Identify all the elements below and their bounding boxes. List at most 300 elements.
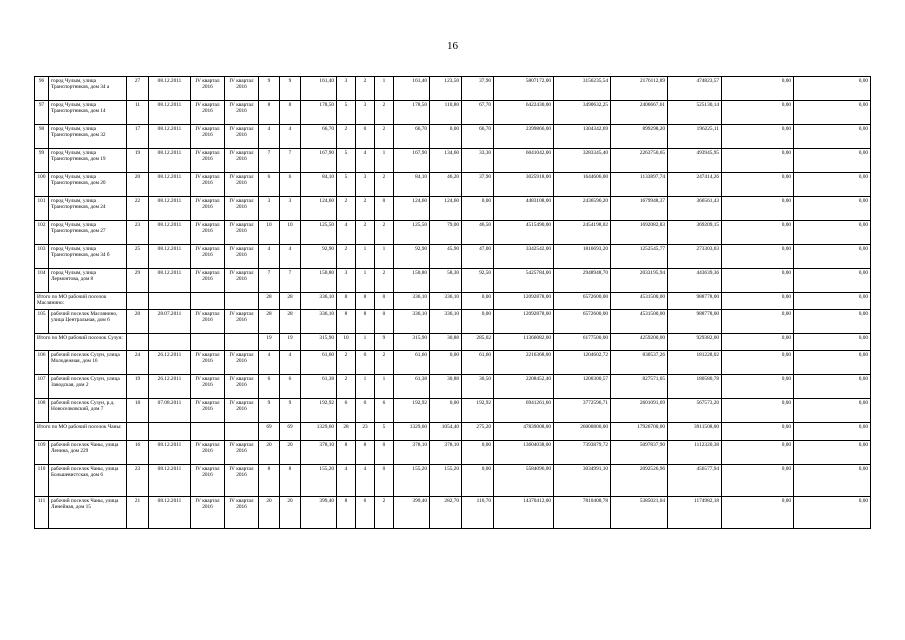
subtotal-label: Итого по МО рабочий поселок Маслянино: <box>35 293 127 310</box>
cell-c20: 0,00 <box>722 351 794 375</box>
cell-c3: 20 <box>127 173 149 197</box>
cell-c10: 8 <box>337 310 356 334</box>
cell-c14: 0,00 <box>430 399 462 423</box>
row-number: 100 <box>35 173 49 197</box>
cell-c20: 0,00 <box>722 173 794 197</box>
cell-c14: 378,10 <box>430 441 462 465</box>
empty-cell <box>127 293 149 310</box>
cell-c8: 6 <box>280 375 301 399</box>
cell-c14: 79,00 <box>430 221 462 245</box>
cell-c17: 7810408,78 <box>554 497 611 529</box>
cell-c8: 10 <box>280 221 301 245</box>
cell-c19: 196225,11 <box>668 125 722 149</box>
cell-c18: 5097837,90 <box>611 441 668 465</box>
cell-c17: 6177500,00 <box>554 334 611 351</box>
cell-c7: 4 <box>259 351 280 375</box>
cell-c10: 28 <box>337 423 356 441</box>
cell-c17: 1816693,20 <box>554 245 611 269</box>
recognition-date: 07.08.2011 <box>149 399 191 423</box>
cell-c7: 4 <box>259 245 280 269</box>
recognition-date: 08.12.2011 <box>149 197 191 221</box>
cell-c17: 26000800,00 <box>554 423 611 441</box>
table-row <box>35 173 871 197</box>
cell-c19: 369209,15 <box>668 221 722 245</box>
cell-c15: 92,50 <box>462 269 494 293</box>
cell-c13: 336,10 <box>394 293 430 310</box>
cell-c14: 0,00 <box>430 351 462 375</box>
house-address: город Чулым, улица Транспортников, дом 20 <box>49 173 127 197</box>
cell-c18: 4531500,00 <box>611 310 668 334</box>
cell-c8: 9 <box>280 399 301 423</box>
planned-demolition-date: IV квартал 2016 <box>225 441 259 465</box>
row-number: 109 <box>35 441 49 465</box>
house-address: город Чулым, улица Транспортников, дом 27 <box>49 221 127 245</box>
cell-c13: 150,80 <box>394 269 430 293</box>
cell-c9: 192,92 <box>301 399 337 423</box>
cell-c11: 0 <box>356 399 375 423</box>
planned-demolition-date: IV квартал 2016 <box>225 497 259 529</box>
cell-c10: 8 <box>337 497 356 529</box>
table-row <box>35 221 871 245</box>
table-row <box>35 245 871 269</box>
cell-c20: 0,00 <box>722 197 794 221</box>
cell-c17: 6572600,00 <box>554 293 611 310</box>
row-number: 96 <box>35 77 49 101</box>
cell-c12: 6 <box>375 399 394 423</box>
cell-c16: 2399866,00 <box>494 125 554 149</box>
planned-resettlement-date: IV квартал 2016 <box>191 197 225 221</box>
cell-c3: 24 <box>127 351 149 375</box>
empty-cell <box>225 293 259 310</box>
cell-c18: 2033195,94 <box>611 269 668 293</box>
cell-c18: 17926700,00 <box>611 423 668 441</box>
table-row <box>35 149 871 173</box>
cell-c15: 0,00 <box>462 197 494 221</box>
cell-c20: 0,00 <box>722 77 794 101</box>
table-row <box>35 101 871 125</box>
cell-c3: 21 <box>127 497 149 529</box>
cell-c9: 336,10 <box>301 310 337 334</box>
cell-c21: 0,00 <box>794 423 871 441</box>
planned-resettlement-date: IV квартал 2016 <box>191 125 225 149</box>
house-address: рабочий поселок Маслянино, улица Центральная, дом 6 <box>49 310 127 334</box>
cell-c10: 2 <box>337 375 356 399</box>
cell-c17: 7393879,72 <box>554 441 611 465</box>
house-address: рабочий поселок Сузун, улица Молодежная, дом 16 <box>49 351 127 375</box>
cell-c16: 6422430,00 <box>494 101 554 125</box>
cell-c13: 167,90 <box>394 149 430 173</box>
cell-c9: 61,60 <box>301 351 337 375</box>
planned-resettlement-date: IV квартал 2016 <box>191 399 225 423</box>
cell-c21: 0,00 <box>794 197 871 221</box>
cell-c12: 2 <box>375 173 394 197</box>
cell-c12: 2 <box>375 125 394 149</box>
cell-c18: 2601091,69 <box>611 399 668 423</box>
row-number: 108 <box>35 399 49 423</box>
cell-c18: 2176112,89 <box>611 77 668 101</box>
cell-c9: 178,50 <box>301 101 337 125</box>
table-row <box>35 465 871 497</box>
house-address: город Чулым, улица Транспортников, дом 34 а <box>49 77 127 101</box>
recognition-date: 08.12.2011 <box>149 149 191 173</box>
table-row <box>35 375 871 399</box>
row-number: 97 <box>35 101 49 125</box>
cell-c19: 180580,78 <box>668 375 722 399</box>
planned-demolition-date: IV квартал 2016 <box>225 197 259 221</box>
recognition-date: 08.12.2011 <box>149 173 191 197</box>
cell-c16: 3342542,00 <box>494 245 554 269</box>
cell-c3: 16 <box>127 441 149 465</box>
cell-c8: 28 <box>280 293 301 310</box>
table-body <box>35 77 871 529</box>
cell-c14: 336,10 <box>430 310 462 334</box>
cell-c11: 3 <box>356 173 375 197</box>
cell-c3: 23 <box>127 465 149 497</box>
house-address: рабочий поселок Чаны, улица Линейная, дом 15 <box>49 497 127 529</box>
cell-c8: 4 <box>280 245 301 269</box>
planned-resettlement-date: IV квартал 2016 <box>191 441 225 465</box>
cell-c11: 0 <box>356 351 375 375</box>
house-address: рабочий поселок Чаны, улица Большевистская, дом 6 <box>49 465 127 497</box>
cell-c8: 28 <box>280 310 301 334</box>
cell-c19: 273303,03 <box>668 245 722 269</box>
cell-c20: 0,00 <box>722 399 794 423</box>
cell-c18: 899298,20 <box>611 125 668 149</box>
cell-c20: 0,00 <box>722 245 794 269</box>
cell-c8: 4 <box>280 125 301 149</box>
cell-c13: 192,92 <box>394 399 430 423</box>
cell-c16: 47839008,00 <box>494 423 554 441</box>
cell-c8: 20 <box>280 441 301 465</box>
cell-c11: 8 <box>356 293 375 310</box>
cell-c7: 7 <box>259 149 280 173</box>
cell-c17: 3490632,25 <box>554 101 611 125</box>
cell-c19: 474823,57 <box>668 77 722 101</box>
cell-c14: 336,10 <box>430 293 462 310</box>
recognition-date: 08.12.2011 <box>149 221 191 245</box>
cell-c19: 988778,00 <box>668 293 722 310</box>
cell-c7: 20 <box>259 497 280 529</box>
planned-resettlement-date: IV квартал 2016 <box>191 221 225 245</box>
cell-c8: 4 <box>280 351 301 375</box>
planned-demolition-date: IV квартал 2016 <box>225 375 259 399</box>
cell-c16: 3025918,00 <box>494 173 554 197</box>
cell-c20: 0,00 <box>722 465 794 497</box>
cell-c16: 5807172,00 <box>494 77 554 101</box>
cell-c13: 92,90 <box>394 245 430 269</box>
cell-c21: 0,00 <box>794 221 871 245</box>
cell-c18: 2092526,96 <box>611 465 668 497</box>
cell-c15: 0,00 <box>462 293 494 310</box>
cell-c17: 1304342,69 <box>554 125 611 149</box>
cell-c7: 7 <box>259 269 280 293</box>
cell-c21: 0,00 <box>794 101 871 125</box>
cell-c13: 61,60 <box>394 351 430 375</box>
cell-c9: 66,70 <box>301 125 337 149</box>
cell-c13: 125,50 <box>394 221 430 245</box>
cell-c9: 1329,60 <box>301 423 337 441</box>
cell-c17: 1644606,00 <box>554 173 611 197</box>
cell-c19: 366561,43 <box>668 197 722 221</box>
cell-c3: 18 <box>127 399 149 423</box>
cell-c14: 30,88 <box>430 334 462 351</box>
cell-c12: 2 <box>375 221 394 245</box>
cell-c11: 1 <box>356 245 375 269</box>
cell-c11: 4 <box>356 149 375 173</box>
table-row <box>35 497 871 529</box>
planned-resettlement-date: IV квартал 2016 <box>191 269 225 293</box>
cell-c10: 5 <box>337 149 356 173</box>
cell-c15: 275,20 <box>462 423 494 441</box>
cell-c11: 1 <box>356 334 375 351</box>
planned-demolition-date: IV квартал 2016 <box>225 399 259 423</box>
house-address: город Чулым, улица Транспортников, дом 32 <box>49 125 127 149</box>
cell-c8: 20 <box>280 497 301 529</box>
table-row <box>35 125 871 149</box>
cell-c21: 0,00 <box>794 465 871 497</box>
cell-c10: 3 <box>337 77 356 101</box>
cell-c16: 12092878,00 <box>494 293 554 310</box>
cell-c15: 46,50 <box>462 221 494 245</box>
recognition-date: 28.07.2011 <box>149 310 191 334</box>
cell-c10: 2 <box>337 351 356 375</box>
planned-demolition-date: IV квартал 2016 <box>225 245 259 269</box>
row-number: 102 <box>35 221 49 245</box>
planned-demolition-date: IV квартал 2016 <box>225 101 259 125</box>
cell-c21: 0,00 <box>794 245 871 269</box>
cell-c15: 47,00 <box>462 245 494 269</box>
cell-c15: 61,60 <box>462 351 494 375</box>
cell-c10: 10 <box>337 334 356 351</box>
cell-c21: 0,00 <box>794 77 871 101</box>
cell-c10: 8 <box>337 441 356 465</box>
cell-c15: 0,00 <box>462 465 494 497</box>
cell-c7: 28 <box>259 293 280 310</box>
cell-c13: 399,40 <box>394 497 430 529</box>
cell-c19: 567573,20 <box>668 399 722 423</box>
recognition-date: 08.12.2011 <box>149 465 191 497</box>
cell-c12: 2 <box>375 351 394 375</box>
cell-c21: 0,00 <box>794 334 871 351</box>
cell-c14: 0,00 <box>430 125 462 149</box>
cell-c18: 830537,26 <box>611 351 668 375</box>
cell-c9: 167,90 <box>301 149 337 173</box>
cell-c21: 0,00 <box>794 497 871 529</box>
table-row <box>35 77 871 101</box>
cell-c7: 69 <box>259 423 280 441</box>
cell-c20: 0,00 <box>722 149 794 173</box>
cell-c8: 8 <box>280 101 301 125</box>
cell-c18: 1692082,83 <box>611 221 668 245</box>
cell-c17: 2454198,02 <box>554 221 611 245</box>
cell-c19: 988778,00 <box>668 310 722 334</box>
cell-c21: 0,00 <box>794 351 871 375</box>
cell-c20: 0,00 <box>722 310 794 334</box>
cell-c16: 2208452,40 <box>494 375 554 399</box>
planned-demolition-date: IV квартал 2016 <box>225 221 259 245</box>
cell-c16: 12092878,00 <box>494 310 554 334</box>
cell-c20: 0,00 <box>722 221 794 245</box>
cell-c18: 4531500,00 <box>611 293 668 310</box>
cell-c20: 0,00 <box>722 497 794 529</box>
cell-c11: 2 <box>356 77 375 101</box>
cell-c20: 0,00 <box>722 269 794 293</box>
cell-c7: 8 <box>259 465 280 497</box>
cell-c21: 0,00 <box>794 293 871 310</box>
cell-c11: 1 <box>356 269 375 293</box>
empty-cell <box>149 293 191 310</box>
cell-c11: 3 <box>356 101 375 125</box>
cell-c16: 11366082,00 <box>494 334 554 351</box>
cell-c19: 493945,95 <box>668 149 722 173</box>
cell-c19: 181228,02 <box>668 351 722 375</box>
cell-c19: 456577,94 <box>668 465 722 497</box>
cell-c17: 6572600,00 <box>554 310 611 334</box>
planned-demolition-date: IV квартал 2016 <box>225 269 259 293</box>
planned-demolition-date: IV квартал 2016 <box>225 77 259 101</box>
cell-c20: 0,00 <box>722 293 794 310</box>
cell-c12: 1 <box>375 375 394 399</box>
cell-c14: 45,90 <box>430 245 462 269</box>
cell-c16: 6941261,60 <box>494 399 554 423</box>
cell-c10: 4 <box>337 465 356 497</box>
cell-c19: 525130,14 <box>668 101 722 125</box>
cell-c8: 19 <box>280 334 301 351</box>
cell-c3: 22 <box>127 197 149 221</box>
cell-c19: 247414,26 <box>668 173 722 197</box>
cell-c9: 336,10 <box>301 293 337 310</box>
cell-c20: 0,00 <box>722 334 794 351</box>
cell-c3: 20 <box>127 310 149 334</box>
cell-c11: 23 <box>356 423 375 441</box>
cell-c12: 0 <box>375 293 394 310</box>
cell-c13: 124,60 <box>394 197 430 221</box>
cell-c15: 116,70 <box>462 497 494 529</box>
cell-c9: 84,10 <box>301 173 337 197</box>
cell-c7: 6 <box>259 375 280 399</box>
recognition-date: 08.12.2011 <box>149 101 191 125</box>
planned-demolition-date: IV квартал 2016 <box>225 125 259 149</box>
cell-c12: 2 <box>375 101 394 125</box>
cell-c14: 30,88 <box>430 375 462 399</box>
row-number: 103 <box>35 245 49 269</box>
recognition-date: 08.12.2011 <box>149 125 191 149</box>
cell-c21: 0,00 <box>794 375 871 399</box>
cell-c10: 2 <box>337 197 356 221</box>
cell-c11: 6 <box>356 497 375 529</box>
cell-c9: 399,40 <box>301 497 337 529</box>
row-number: 106 <box>35 351 49 375</box>
house-address: город Чулым, улица Транспортников, дом 19 <box>49 149 127 173</box>
cell-c16: 5425784,00 <box>494 269 554 293</box>
cell-c21: 0,00 <box>794 173 871 197</box>
row-number: 105 <box>35 310 49 334</box>
empty-cell <box>127 423 149 441</box>
cell-c11: 2 <box>356 221 375 245</box>
cell-c7: 28 <box>259 310 280 334</box>
cell-c14: 124,60 <box>430 197 462 221</box>
cell-c18: 1133897,74 <box>611 173 668 197</box>
cell-c9: 161,40 <box>301 77 337 101</box>
cell-c9: 155,20 <box>301 465 337 497</box>
cell-c16: 4515490,00 <box>494 221 554 245</box>
cell-c15: 0,00 <box>462 310 494 334</box>
row-number: 101 <box>35 197 49 221</box>
cell-c15: 37,90 <box>462 77 494 101</box>
cell-c15: 0,00 <box>462 441 494 465</box>
cell-c21: 0,00 <box>794 149 871 173</box>
cell-c13: 378,10 <box>394 441 430 465</box>
cell-c10: 5 <box>337 101 356 125</box>
subtotal-row <box>35 423 871 441</box>
cell-c14: 110,80 <box>430 101 462 125</box>
cell-c9: 124,60 <box>301 197 337 221</box>
cell-c11: 4 <box>356 465 375 497</box>
cell-c16: 6041042,00 <box>494 149 554 173</box>
cell-c13: 336,10 <box>394 310 430 334</box>
cell-c19: 443639,36 <box>668 269 722 293</box>
cell-c10: 5 <box>337 173 356 197</box>
cell-c13: 315,90 <box>394 334 430 351</box>
cell-c10: 2 <box>337 125 356 149</box>
cell-c3: 19 <box>127 375 149 399</box>
planned-resettlement-date: IV квартал 2016 <box>191 375 225 399</box>
subtotal-label: Итого по МО рабочий поселок Чаны: <box>35 423 127 441</box>
table-row <box>35 399 871 423</box>
house-address: рабочий поселок Сузун, р.д. Новоселковский, дом 7 <box>49 399 127 423</box>
planned-resettlement-date: IV квартал 2016 <box>191 77 225 101</box>
cell-c13: 66,70 <box>394 125 430 149</box>
cell-c13: 84,10 <box>394 173 430 197</box>
planned-resettlement-date: IV квартал 2016 <box>191 351 225 375</box>
table-row <box>35 269 871 293</box>
cell-c13: 161,40 <box>394 77 430 101</box>
cell-c12: 2 <box>375 497 394 529</box>
cell-c10: 3 <box>337 269 356 293</box>
cell-c14: 58,30 <box>430 269 462 293</box>
cell-c20: 0,00 <box>722 441 794 465</box>
cell-c8: 8 <box>280 465 301 497</box>
cell-c20: 0,00 <box>722 375 794 399</box>
house-address: рабочий поселок Сузун, улица Заводская, дом 2 <box>49 375 127 399</box>
cell-c9: 378,10 <box>301 441 337 465</box>
house-address: город Чулым, улица Транспортников, дом 14 <box>49 101 127 125</box>
cell-c16: 2216368,00 <box>494 351 554 375</box>
resettlement-table-sheet <box>34 76 871 529</box>
cell-c10: 4 <box>337 221 356 245</box>
cell-c8: 9 <box>280 77 301 101</box>
cell-c12: 5 <box>375 423 394 441</box>
cell-c15: 33,30 <box>462 149 494 173</box>
table-row <box>35 441 871 465</box>
cell-c15: 285,02 <box>462 334 494 351</box>
cell-c21: 0,00 <box>794 441 871 465</box>
cell-c7: 9 <box>259 77 280 101</box>
house-address: город Чулым, улица Транспортников, дом 34 б <box>49 245 127 269</box>
cell-c11: 1 <box>356 375 375 399</box>
cell-c11: 8 <box>356 310 375 334</box>
cell-c12: 2 <box>375 269 394 293</box>
cell-c7: 9 <box>259 399 280 423</box>
cell-c15: 67,70 <box>462 101 494 125</box>
cell-c16: 5584096,00 <box>494 465 554 497</box>
recognition-date: 26.12.2011 <box>149 375 191 399</box>
empty-cell <box>225 423 259 441</box>
subtotal-row <box>35 334 871 351</box>
recognition-date: 08.12.2011 <box>149 497 191 529</box>
cell-c7: 4 <box>259 125 280 149</box>
cell-c18: 5385021,04 <box>611 497 668 529</box>
